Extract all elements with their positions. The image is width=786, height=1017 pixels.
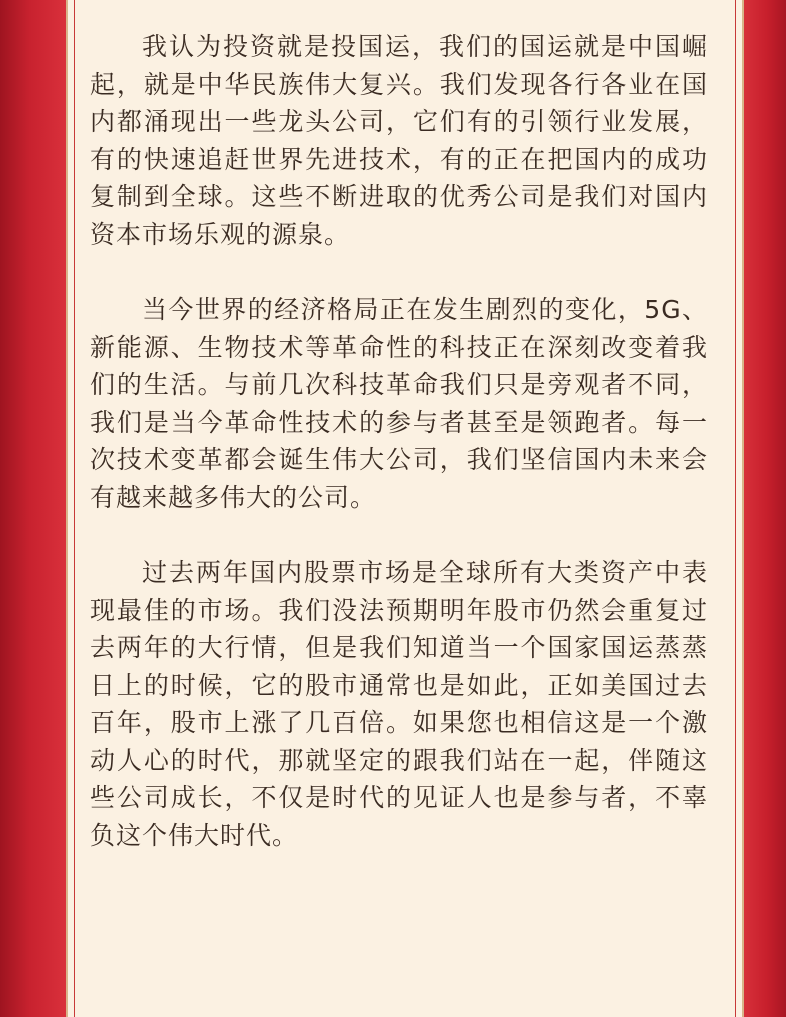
paragraph-stock-market-outlook: 过去两年国内股票市场是全球所有大类资产中表现最佳的市场。我们没法预期明年股市仍然会重复过去两年的大行情，但是我们知道当一个国家国运蒸蒸日上的时候，它的股市通常也是如此，正如美国过去百年，股市上涨了几百倍。如果您也相信这是一个激动人心的时代，那就坚定的跟我们站在一起，伴随这些公司成长，不仅是时代的见证人也是参与者，不辜负这个伟大时代。 [90,558,708,850]
article-body [90,28,708,854]
right-red-border [744,0,786,1017]
paper-panel [66,0,744,1017]
paragraph-investment-national-destiny: 我认为投资就是投国运，我们的国运就是中国崛起，就是中华民族伟大复兴。我们发现各行各业在国内都涌现出一些龙头公司，它们有的引领行业发展，有的快速追赶世界先进技术，有的正在把国内的成功复制到全球。这些不断进取的优秀公司是我们对国内资本市场乐观的源泉。 [90,32,708,249]
left-red-border [0,0,66,1017]
decorative-line-right [735,0,736,1017]
decorative-line-left [74,0,75,1017]
paragraph-technology-revolution: 当今世界的经济格局正在发生剧烈的变化，5G、新能源、生物技术等革命性的科技正在深刻改变着我们的生活。与前几次科技革命我们只是旁观者不同，我们是当今革命性技术的参与者甚至是领跑者。每一次技术变革都会诞生伟大公司，我们坚信国内未来会有越来越多伟大的公司。 [90,295,708,512]
